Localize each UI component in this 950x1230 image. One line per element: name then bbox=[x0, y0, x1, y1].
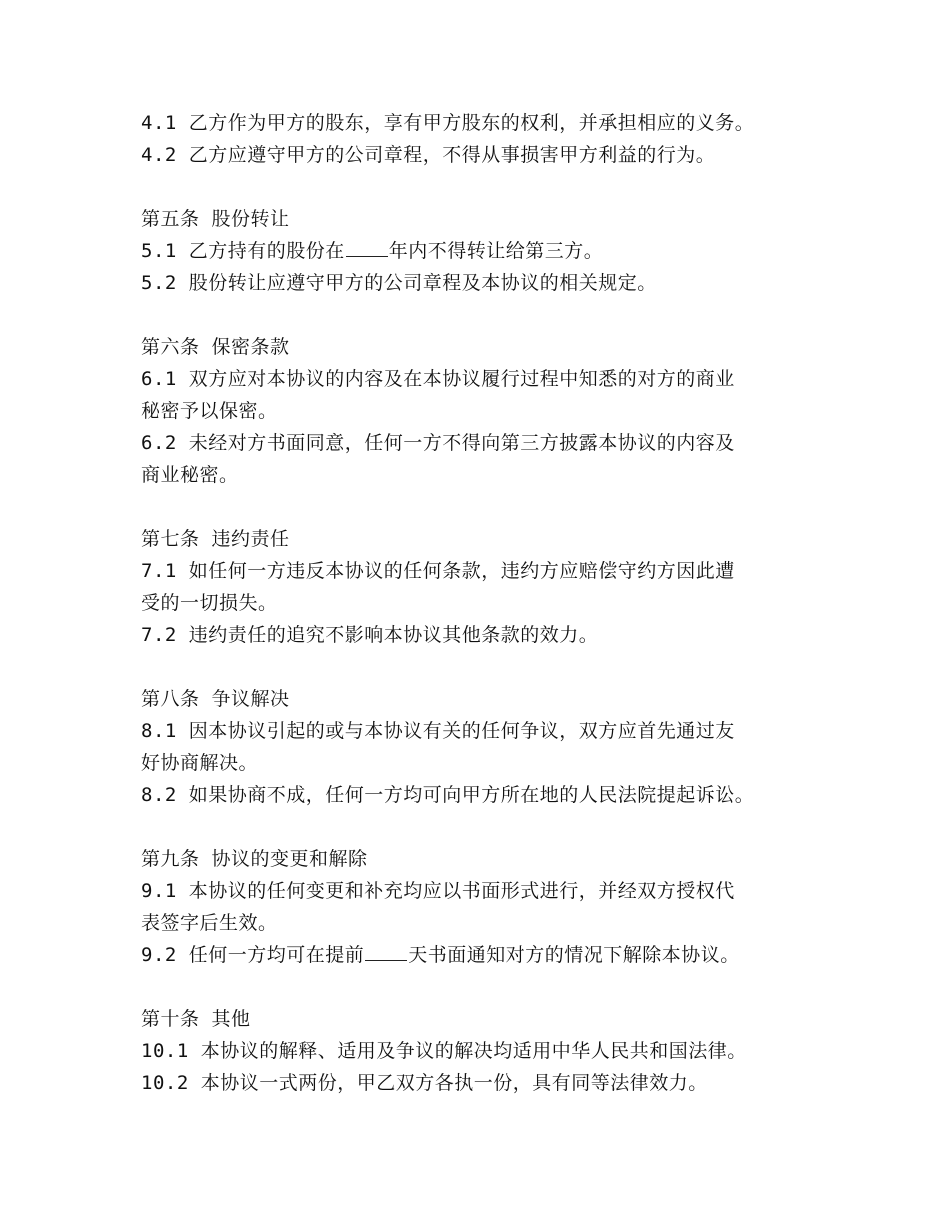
clause-8-1-line-1: 8.1 因本协议引起的或与本协议有关的任何争议，双方应首先通过友 bbox=[141, 720, 735, 742]
clause-8-2: 8.2 如果协商不成，任何一方均可向甲方所在地的人民法院提起诉讼。 bbox=[141, 784, 755, 806]
clause-9-2 bbox=[141, 939, 841, 971]
clause-7-1-line-2: 受的一切损失。 bbox=[141, 592, 278, 614]
clause-5-1-text-after: 年内不得转让给第三方。 bbox=[388, 240, 604, 262]
article-10-heading: 第十条 其他 bbox=[141, 1008, 251, 1030]
article-5-heading: 第五条 股份转让 bbox=[141, 208, 290, 230]
clause-9-2-text-after: 天书面通知对方的情况下解除本协议。 bbox=[408, 944, 740, 966]
clause-4-2: 4.2 乙方应遵守甲方的公司章程，不得从事损害甲方利益的行为。 bbox=[141, 144, 716, 166]
article-10-section bbox=[141, 1003, 841, 1099]
clause-9-1-line-1: 9.1 本协议的任何变更和补充均应以书面形式进行，并经双方授权代 bbox=[141, 880, 735, 902]
clause-9-1-line-2: 表签字后生效。 bbox=[141, 912, 278, 934]
contract-page bbox=[141, 107, 841, 1131]
article-9-section bbox=[141, 843, 841, 971]
clause-5-2: 5.2 股份转让应遵守甲方的公司章程及本协议的相关规定。 bbox=[141, 272, 657, 294]
article-8-section bbox=[141, 683, 841, 811]
article-6-heading: 第六条 保密条款 bbox=[141, 336, 290, 358]
clause-6-1-line-2: 秘密予以保密。 bbox=[141, 400, 278, 422]
clause-4-1: 4.1 乙方作为甲方的股东，享有甲方股东的权利，并承担相应的义务。 bbox=[141, 112, 755, 134]
article-5-section bbox=[141, 203, 841, 299]
clause-6-2-line-1: 6.2 未经对方书面同意，任何一方不得向第三方披露本协议的内容及 bbox=[141, 432, 735, 454]
clause-5-1-blank bbox=[346, 237, 388, 257]
clause-8-1-line-2: 好协商解决。 bbox=[141, 752, 259, 774]
article-7-section bbox=[141, 523, 841, 651]
clause-4-section bbox=[141, 107, 841, 171]
clause-5-1 bbox=[141, 235, 841, 267]
article-7-heading: 第七条 违约责任 bbox=[141, 528, 290, 550]
clause-6-1-line-1: 6.1 双方应对本协议的内容及在本协议履行过程中知悉的对方的商业 bbox=[141, 368, 735, 390]
clause-5-1-text-before: 5.1 乙方持有的股份在 bbox=[141, 240, 345, 262]
clause-10-1: 10.1 本协议的解释、适用及争议的解决均适用中华人民共和国法律。 bbox=[141, 1040, 747, 1062]
clause-7-2: 7.2 违约责任的追究不影响本协议其他条款的效力。 bbox=[141, 624, 599, 646]
clause-10-2: 10.2 本协议一式两份，甲乙双方各执一份，具有同等法律效力。 bbox=[141, 1072, 708, 1094]
clause-7-1-line-1: 7.1 如任何一方违反本协议的任何条款，违约方应赔偿守约方因此遭 bbox=[141, 560, 735, 582]
clause-9-2-blank bbox=[365, 941, 407, 961]
clause-6-2-line-2: 商业秘密。 bbox=[141, 464, 239, 486]
article-8-heading: 第八条 争议解决 bbox=[141, 688, 290, 710]
clause-9-2-text-before: 9.2 任何一方均可在提前 bbox=[141, 944, 365, 966]
article-6-section bbox=[141, 331, 841, 491]
article-9-heading: 第九条 协议的变更和解除 bbox=[141, 848, 368, 870]
